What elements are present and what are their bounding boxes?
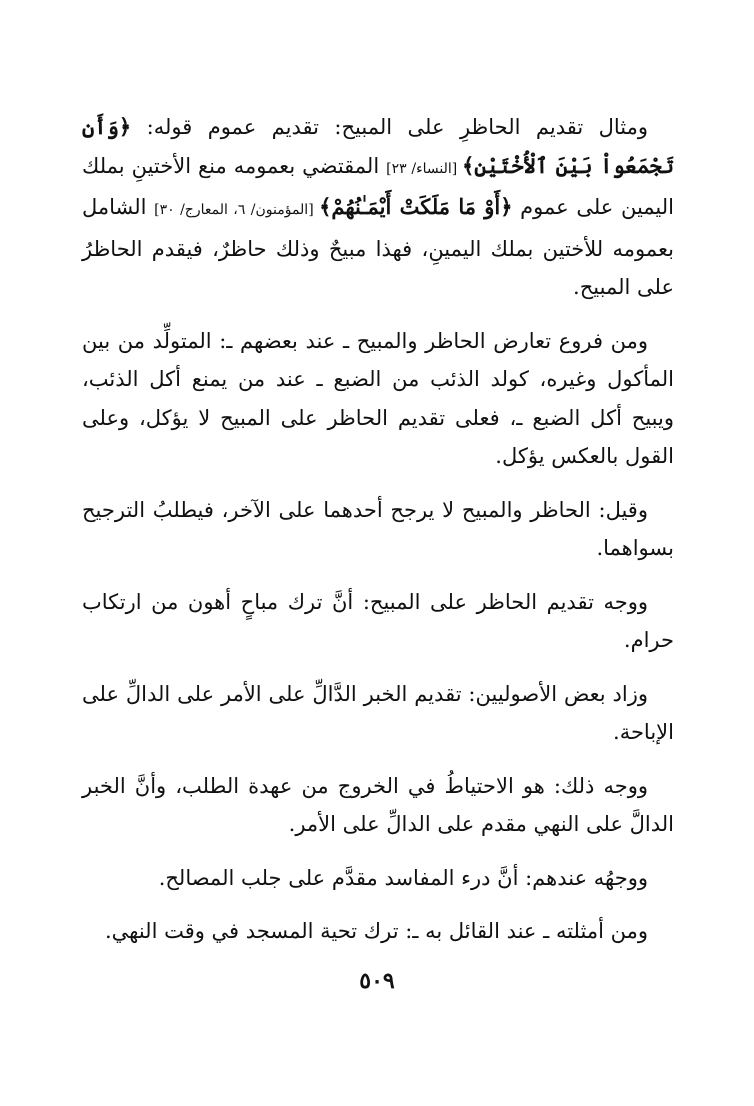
paragraph-5-text: وزاد بعض الأصوليين: تقديم الخبر الدَّالِّ على الأمر على الدالِّ على الإباحة. (82, 681, 674, 744)
paragraph-3 (82, 491, 674, 568)
paragraph-1-text-3: الشامل بعمومه للأختين بملك اليمينِ، فهذا مبيحٌ وذلك حاظرٌ، فيقدم الحاظرُ على المبيح. (82, 195, 674, 299)
paragraph-4 (82, 583, 674, 660)
page-number: ٥٠٩ (359, 968, 395, 994)
paragraph-6 (82, 767, 674, 844)
paragraph-2-text: ومن فروع تعارض الحاظر والمبيح ـ عند بعضهم ـ: المتولِّد من بين المأكول وغيره، كولد الذئب من الضبع ـ عند من يمنع أكل الذئب، ويبيح أكل الضبع ـ، فعلى تقديم الحاظر على المبيح لا يؤكل، وعلى القول بالعكس يؤكل. (82, 328, 674, 468)
paragraph-1-text-2: المقتضي بعمومه منع الأختينِ بملك اليمين على عموم (82, 153, 674, 219)
paragraph-4-text: ووجه تقديم الحاظر على المبيح: أنَّ ترك مباحٍ أهون من ارتكاب حرام. (82, 589, 674, 652)
paragraph-1 (82, 108, 674, 307)
verse-reference-1: [النساء/ ٢٣] (386, 160, 462, 177)
paragraph-5 (82, 675, 674, 752)
paragraph-7-text: ووجهُه عندهم: أنَّ درء المفاسد مقدَّم على جلب المصالح. (158, 865, 648, 890)
verse-reference-2: [المؤمنون/ ٦، المعارج/ ٣٠] (154, 202, 320, 218)
page-body (82, 108, 674, 966)
quran-verse-2: ﴿أَوْ مَا مَلَكَتْ أَيْمَـٰنُهُمْ﴾ (319, 194, 513, 219)
paragraph-7 (82, 859, 674, 898)
paragraph-8 (82, 912, 674, 951)
paragraph-3-text: وقيل: الحاظر والمبيح لا يرجح أحدهما على الآخر، فيطلبُ الترجيح بسواهما. (82, 497, 674, 560)
paragraph-8-text: ومن أمثلته ـ عند القائل به ـ: ترك تحية المسجد في وقت النهي. (104, 919, 648, 943)
paragraph-6-text: ووجه ذلك: هو الاحتياطُ في الخروج من عهدة الطلب، وأنَّ الخبر الدالَّ على النهي مقدم على الدالِّ على الأمر. (82, 773, 674, 836)
paragraph-1-text-1: ومثال تقديم الحاظرِ على المبيح: تقديم عموم قوله: (131, 115, 648, 139)
paragraph-2 (82, 322, 674, 476)
quran-verse-1: ﴿وَأَن تَجْمَعُواْ بَيْنَ ٱلْأُخْتَيْنِ﴾ (82, 114, 675, 178)
